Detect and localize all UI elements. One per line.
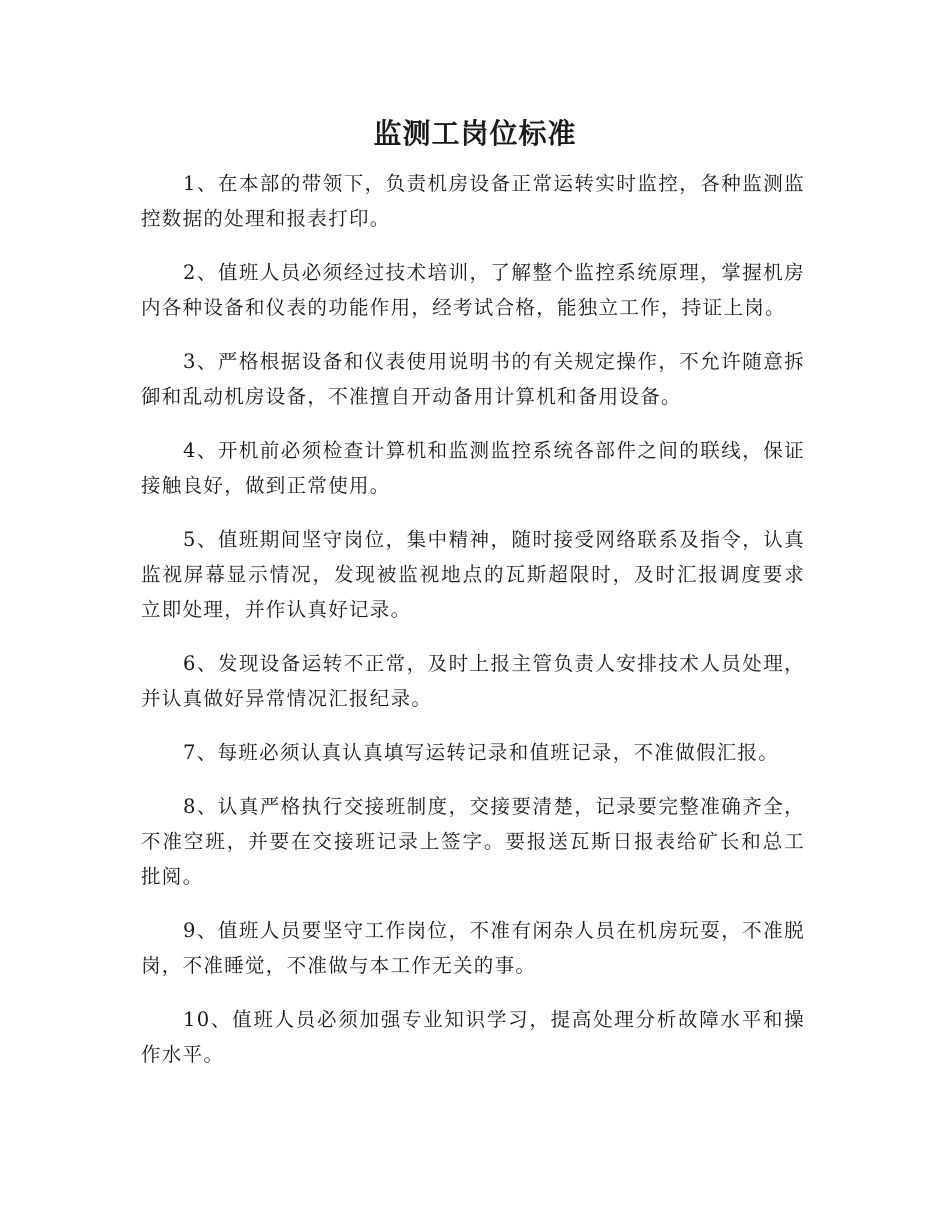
- document-title: 监测工岗位标准: [373, 117, 577, 150]
- paragraph-5: 5、值班期间坚守岗位，集中精神，随时接受网络联系及指令，认真监视屏幕显示情况，发现被监视地点的瓦斯超限时，及时汇报调度要求立即处理，并作认真好记录。: [141, 528, 805, 621]
- paragraph-7: 7、每班必须认真认真填写运转记录和值班记录，不准做假汇报。: [183, 741, 780, 764]
- paragraph-9: 9、值班人员要坚守工作岗位，不准有闲杂人员在机房玩耍，不准脱岗，不准睡觉，不准做与本工作无关的事。: [141, 919, 805, 977]
- paragraph-2: 2、值班人员必须经过技术培训，了解整个监控系统原理，掌握机房内各种设备和仪表的功能作用，经考试合格，能独立工作，持证上岗。: [141, 261, 805, 319]
- paragraph-3: 3、严格根据设备和仪表使用说明书的有关规定操作，不允许随意拆御和乱动机房设备，不准擅自开动备用计算机和备用设备。: [141, 350, 805, 408]
- document-body: [141, 166, 805, 1091]
- paragraph-4: 4、开机前必须检查计算机和监测监控系统各部件之间的联线，保证接触良好，做到正常使用。: [141, 439, 805, 497]
- paragraph-8: 8、认真严格执行交接班制度，交接要清楚，记录要完整准确齐全，不准空班，并要在交接班记录上签字。要报送瓦斯日报表给矿长和总工批阅。: [141, 795, 805, 888]
- paragraph-10: 10、值班人员必须加强专业知识学习，提高处理分析故障水平和操作水平。: [141, 1008, 805, 1066]
- paragraph-1: 1、在本部的带领下，负责机房设备正常运转实时监控，各种监测监控数据的处理和报表打印。: [141, 172, 805, 230]
- paragraph-6: 6、发现设备运转不正常，及时上报主管负责人安排技术人员处理，并认真做好异常情况汇报纪录。: [141, 652, 805, 710]
